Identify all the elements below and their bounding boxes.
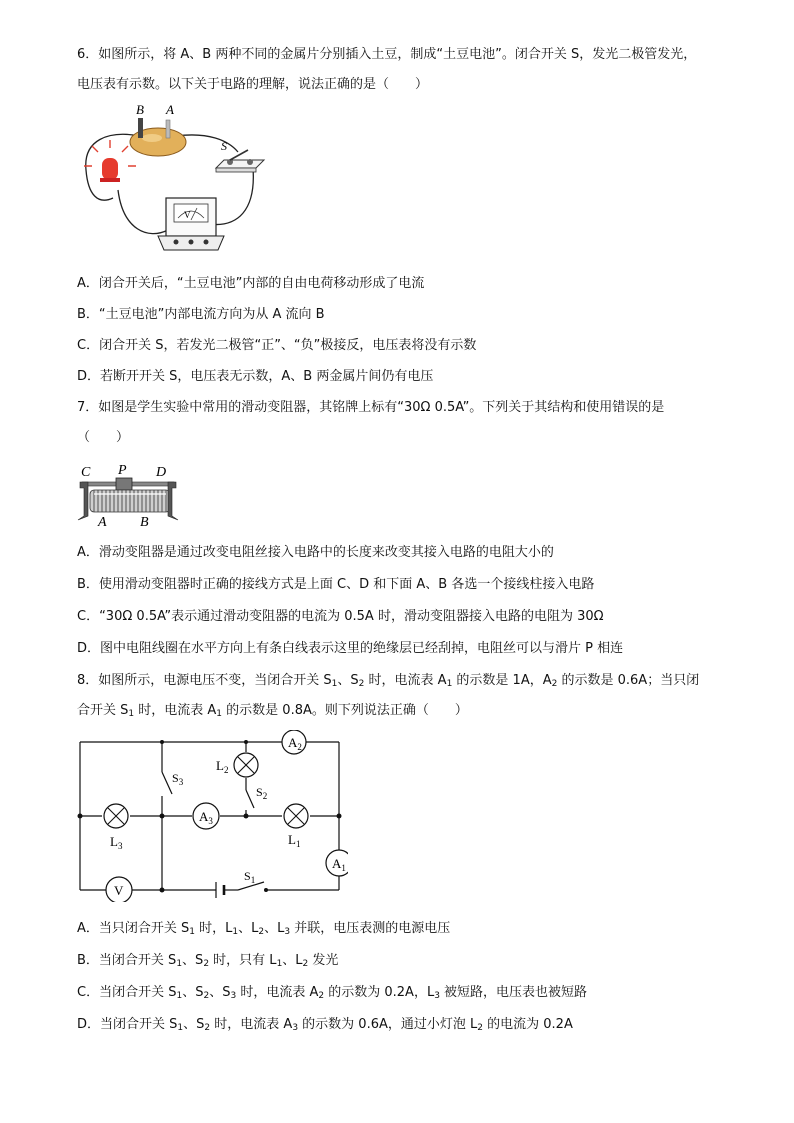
circuit-diagram <box>76 730 348 902</box>
lamp-l1-icon <box>284 804 308 828</box>
rheostat-figure <box>76 458 186 530</box>
voltmeter-icon <box>158 198 224 250</box>
lamp-l3-icon <box>104 804 128 828</box>
switch-icon <box>216 150 264 172</box>
lamp-l1-label: $L_1$ <box>288 832 301 849</box>
q8-option-d: D．当闭合开关 $S_1$、$S_2$ 时，电流表 $A_3$ 的示数为 0.6A，通过小灯泡 $L_2$ 的电流为 0.2A <box>77 1017 573 1033</box>
q6-option-c: C．闭合开关 S，若发光二极管“正”、“负”极接反，电压表将没有示数 <box>77 338 477 353</box>
metal-a-label: A <box>166 102 174 117</box>
terminal-d-label: D <box>156 465 167 480</box>
q7-option-d: D．图中电阻线圈在水平方向上有条白线表示这里的绝缘层已经刮掉，电阻丝可以与滑片 P 相连 <box>77 641 624 656</box>
switch-s3-label: $S_3$ <box>172 771 184 787</box>
lamp-l2-label: $L_2$ <box>216 758 229 775</box>
terminal-c-label: C <box>81 465 91 480</box>
potato-battery-figure <box>78 100 278 266</box>
q7-stem-line-1: 7．如图是学生实验中常用的滑动变阻器，其铭牌上标有“30Ω 0.5A”。下列关于其结构和使用错误的是 <box>77 400 665 415</box>
q6-option-a: A．闭合开关后，“土豆电池”内部的自由电荷移动形成了电流 <box>77 276 425 291</box>
q6-option-b: B．“土豆电池”内部电流方向为从 A 流向 B <box>77 307 325 322</box>
q7-option-b: B．使用滑动变阻器时正确的接线方式是上面 C、D 和下面 A、B 各选一个接线柱接入电路 <box>77 577 595 592</box>
q6-stem-line-2: 电压表有示数。以下关于电路的理解，说法正确的是（ ） <box>77 77 429 92</box>
led-icon <box>84 140 136 182</box>
svg-text:A1: $A_1$ <box>332 856 346 873</box>
switch-label: S <box>221 139 227 153</box>
q7-stem-line-2: （ ） <box>77 430 130 445</box>
svg-text:A2: $A_2$ <box>288 735 302 752</box>
svg-text:V: V <box>114 883 124 898</box>
lamp-l3-label: $L_3$ <box>110 834 123 851</box>
voltmeter-label: V <box>184 210 191 220</box>
q6-option-d: D．若断开开关 S，电压表无示数，A、B 两金属片间仍有电压 <box>77 369 434 384</box>
q6-stem-line-1: 6．如图所示，将 A、B 两种不同的金属片分别插入土豆，制成“土豆电池”。闭合开关 S，发光二极管发光， <box>77 47 697 62</box>
ammeter-a2 <box>282 730 306 754</box>
q8-stem-line-1: 8．如图所示，电源电压不变，当闭合开关 $S_1$、$S_2$ 时，电流表 $A_1$ 的示数是 1A，$A_2$ 的示数是 0.6A；当只闭 <box>77 673 700 689</box>
q7-option-a: A．滑动变阻器是通过改变电阻丝接入电路中的长度来改变其接入电路的电阻大小的 <box>77 545 554 560</box>
ammeter-a3 <box>193 803 219 829</box>
switch-s1-label: $S_1$ <box>244 869 256 885</box>
lamp-l2-icon <box>234 753 258 777</box>
q8-option-a: A．当只闭合开关 $S_1$ 时，$L_1$、$L_2$、$L_3$ 并联，电压表测的电源电压 <box>77 921 451 937</box>
switch-s2-label: $S_2$ <box>256 785 268 801</box>
voltmeter-v <box>106 877 132 902</box>
terminal-b-label: B <box>140 515 149 530</box>
q8-stem-line-2: 合开关 $S_1$ 时，电流表 $A_1$ 的示数是 0.8A。则下列说法正确（ ） <box>77 703 468 719</box>
q8-option-b: B．当闭合开关 $S_1$、$S_2$ 时，只有 $L_1$、$L_2$ 发光 <box>77 953 339 969</box>
svg-text:A3: $A_3$ <box>199 809 213 826</box>
q8-option-c: C．当闭合开关 $S_1$、$S_2$、$S_3$ 时，电流表 $A_2$ 的示数为 0.2A，$L_3$ 被短路，电压表也被短路 <box>77 985 588 1001</box>
slider-p-label: P <box>118 463 127 478</box>
metal-b-label: B <box>136 102 144 117</box>
q7-option-c: C．“30Ω 0.5A”表示通过滑动变阻器的电流为 0.5A 时，滑动变阻器接入电路的电阻为 30Ω <box>77 609 604 624</box>
ammeter-a1 <box>326 850 348 876</box>
terminal-a-label: A <box>98 515 107 530</box>
